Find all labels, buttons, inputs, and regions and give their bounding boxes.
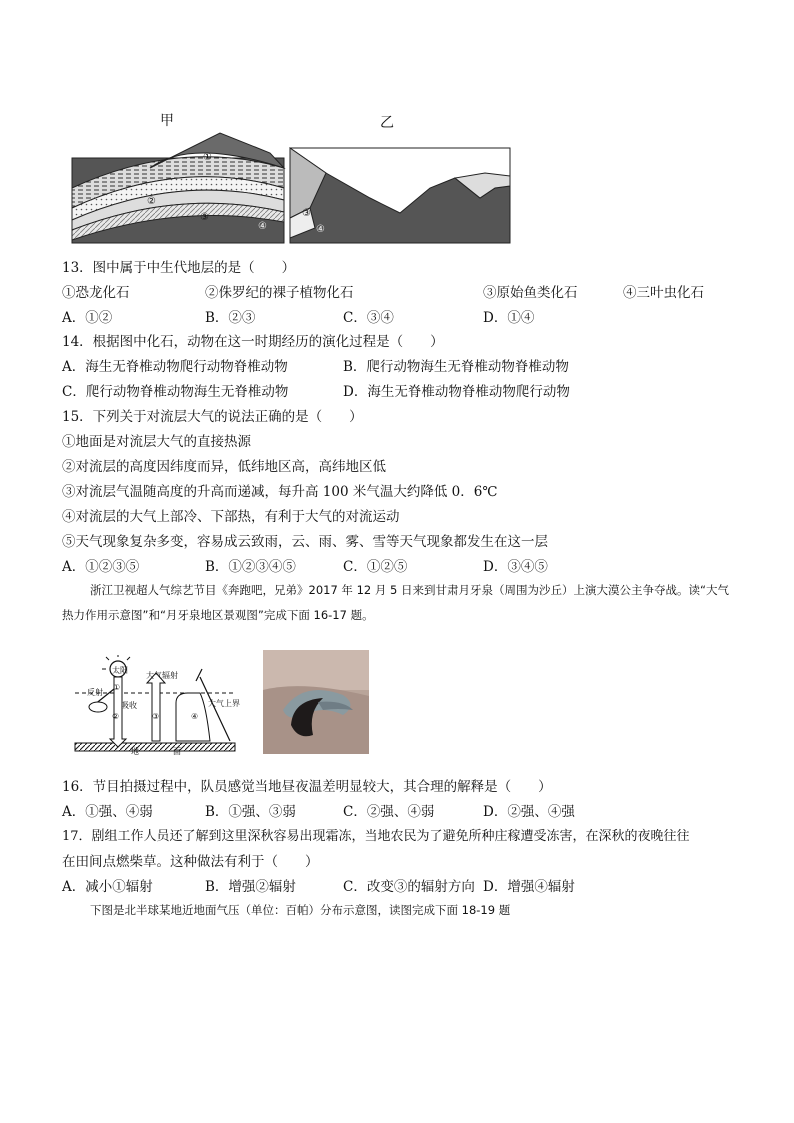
- q13-item-1: ①恐龙化石: [62, 285, 130, 301]
- q17-option-d: D．增强④辐射: [483, 879, 575, 895]
- marker-left-4: ④: [258, 221, 267, 232]
- q15-item-1: ①地面是对流层大气的直接热源: [62, 434, 251, 450]
- q17-option-b: B．增强②辐射: [205, 879, 296, 895]
- label-atmos-radiation: 大气辐射: [146, 671, 178, 680]
- label-ground-mian: 面: [173, 747, 181, 756]
- label-absorb: 吸收: [121, 701, 137, 710]
- q13-option-a: A．①②: [62, 310, 113, 326]
- q17-option-a: A．减小①辐射: [62, 879, 153, 895]
- geology-strata-figure: [70, 128, 515, 246]
- q14-option-d: D．海生无脊椎动物脊椎动物爬行动物: [343, 384, 570, 400]
- q15-option-b: B．①②③④⑤: [205, 559, 296, 575]
- q15-item-2: ②对流层的高度因纬度而异，低纬地区高，高纬地区低: [62, 459, 386, 475]
- q13-option-c: C．③④: [343, 310, 394, 326]
- intro-16-17: 浙江卫视超人气综艺节目《奔跑吧，兄弟》2017 年 12 月 5 日来到甘肃月牙泉（周围为沙丘）上演大漠公主争夺战。读“大气热力作用示意图”和“月牙泉地区景观图”完成下面 16-17 题。: [62, 583, 729, 622]
- q14-option-c: C．爬行动物脊椎动物海生无脊椎动物: [62, 384, 289, 400]
- q13-option-d: D．①④: [483, 310, 535, 326]
- q15-option-d: D．③④⑤: [483, 559, 548, 575]
- q13-option-b: B．②③: [205, 310, 256, 326]
- label-reflection: 反射: [87, 688, 103, 697]
- label-sun: 太阳: [112, 666, 128, 675]
- q16-stem: 16．节目拍摄过程中，队员感觉当地昼夜温差明显较大，其合理的解释是（ ）: [62, 779, 552, 795]
- q15-stem: 15．下列关于对流层大气的说法正确的是（ ）: [62, 409, 363, 425]
- marker-right-4: ④: [316, 224, 325, 235]
- q13-item-4: ④三叶虫化石: [623, 285, 704, 301]
- marker-left-2: ②: [147, 196, 156, 207]
- q13-item-2: ②侏罗纪的裸子植物化石: [205, 285, 354, 301]
- q16-option-c: C．②强、④弱: [343, 804, 435, 820]
- marker-right-3: ③: [302, 208, 311, 219]
- q14-option-b: B．爬行动物海生无脊椎动物脊椎动物: [343, 359, 569, 375]
- q17-stem-line1: 17．剧组工作人员还了解到这里深秋容易出现霜冻，当地农民为了避免所种庄稼遭受冻害，在深秋的夜晚往往: [62, 829, 690, 844]
- q15-option-c: C．①②⑤: [343, 559, 408, 575]
- figure-label-yi: 乙: [380, 115, 394, 131]
- q17-option-c: C．改变③的辐射方向: [343, 879, 475, 895]
- panel-jia: [72, 133, 284, 243]
- marker-left-3: ③: [200, 212, 209, 223]
- q17-stem-line2: 在田间点燃柴草。这种做法有利于（ ）: [62, 854, 319, 870]
- q16-option-a: A．①强、④弱: [62, 804, 153, 820]
- marker-left-1: ①: [203, 152, 212, 163]
- q15-item-3: ③对流层气温随高度的升高而递减，每升高 100 米气温大约降低 0．6℃: [62, 484, 498, 500]
- q15-option-a: A．①②③⑤: [62, 559, 140, 575]
- label-4: ④: [191, 712, 199, 721]
- q14-option-a: A．海生无脊椎动物爬行动物脊椎动物: [62, 359, 288, 375]
- q13-stem: 13．图中属于中生代地层的是（ ）: [62, 260, 296, 276]
- label-3: ③: [152, 712, 160, 721]
- q16-option-b: B．①强、③弱: [205, 804, 296, 820]
- label-atmos-top: 大气上界: [208, 699, 240, 708]
- q15-item-5: ⑤天气现象复杂多变，容易成云致雨，云、雨、雾、雪等天气现象都发生在这一层: [62, 534, 548, 550]
- crescent-spring-photo: [263, 650, 369, 754]
- figure-label-jia: 甲: [160, 113, 174, 129]
- label-ground-di: 地: [131, 747, 139, 756]
- label-1: ①: [113, 683, 121, 692]
- q13-item-3: ③原始鱼类化石: [483, 285, 578, 301]
- label-2: ②: [112, 712, 120, 721]
- q14-stem: 14．根据图中化石，动物在这一时期经历的演化过程是（ ）: [62, 334, 444, 350]
- q15-item-4: ④对流层的大气上部冷、下部热，有利于大气的对流运动: [62, 509, 400, 525]
- q16-option-d: D．②强、④强: [483, 804, 575, 820]
- intro-18-19: 下图是北半球某地近地面气压（单位：百帕）分布示意图，读图完成下面 18-19 题: [90, 903, 511, 917]
